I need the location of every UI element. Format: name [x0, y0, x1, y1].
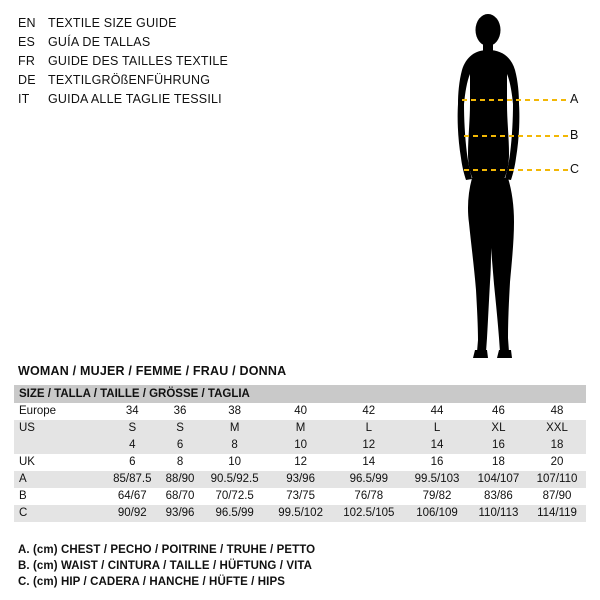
- cell: 64/67: [105, 488, 160, 505]
- cell: 99.5/103: [405, 471, 469, 488]
- cell: 38: [201, 403, 269, 420]
- cell: 10: [269, 437, 333, 454]
- cell: 73/75: [269, 488, 333, 505]
- cell: 110/113: [469, 505, 528, 522]
- cell: 102.5/105: [332, 505, 405, 522]
- cell: 104/107: [469, 471, 528, 488]
- cell: 88/90: [160, 471, 201, 488]
- cell: 90.5/92.5: [201, 471, 269, 488]
- language-row: [18, 35, 318, 54]
- language-row: [18, 16, 318, 35]
- measure-label-b: B: [570, 128, 579, 142]
- cell: 14: [405, 437, 469, 454]
- cell: 106/109: [405, 505, 469, 522]
- cell: 70/72.5: [201, 488, 269, 505]
- language-code: ES: [18, 35, 36, 49]
- language-code: IT: [18, 92, 30, 106]
- cell: 46: [469, 403, 528, 420]
- row-label: C: [14, 505, 105, 522]
- language-row: [18, 54, 318, 73]
- cell: L: [332, 420, 405, 437]
- cell: 20: [528, 454, 586, 471]
- cell: 12: [332, 437, 405, 454]
- cell: 96.5/99: [201, 505, 269, 522]
- cell: 8: [201, 437, 269, 454]
- language-title: TEXTILGRÖßENFÜHRUNG: [48, 73, 211, 87]
- language-title: GUIDE DES TAILLES TEXTILE: [48, 54, 229, 68]
- cell: L: [405, 420, 469, 437]
- cell: M: [269, 420, 333, 437]
- cell: 40: [269, 403, 333, 420]
- language-code: FR: [18, 54, 36, 68]
- table-header-row: [14, 385, 586, 403]
- size-table: [14, 385, 586, 522]
- language-title: GUIDA ALLE TAGLIE TESSILI: [48, 92, 222, 106]
- cell: 68/70: [160, 488, 201, 505]
- cell: 36: [160, 403, 201, 420]
- cell: 107/110: [528, 471, 586, 488]
- cell: 99.5/102: [269, 505, 333, 522]
- cell: M: [201, 420, 269, 437]
- legend-row-c: C. (cm) HIP / CADERA / HANCHE / HÜFTE / HIPS: [18, 576, 286, 588]
- cell: 44: [405, 403, 469, 420]
- cell: 79/82: [405, 488, 469, 505]
- cell: 85/87.5: [105, 471, 160, 488]
- row-label: Europe: [14, 403, 105, 420]
- table-row: [14, 505, 586, 522]
- legend-row-a: A. (cm) CHEST / PECHO / POITRINE / TRUHE / PETTO: [18, 544, 316, 556]
- cell: S: [105, 420, 160, 437]
- cell: 114/119: [528, 505, 586, 522]
- row-label: A: [14, 471, 105, 488]
- cell: 48: [528, 403, 586, 420]
- cell: 16: [469, 437, 528, 454]
- cell: 93/96: [269, 471, 333, 488]
- cell: 18: [469, 454, 528, 471]
- cell: 76/78: [332, 488, 405, 505]
- row-label: B: [14, 488, 105, 505]
- table-row: [14, 403, 586, 420]
- language-code: DE: [18, 73, 36, 87]
- cell: 93/96: [160, 505, 201, 522]
- cell: XXL: [528, 420, 586, 437]
- table-row: [14, 454, 586, 471]
- row-label: UK: [14, 454, 105, 471]
- size-table-wrapper: [14, 385, 586, 522]
- measure-label-a: A: [570, 92, 579, 106]
- cell: 83/86: [469, 488, 528, 505]
- cell: 16: [405, 454, 469, 471]
- language-title-list: [18, 16, 318, 111]
- cell: 6: [160, 437, 201, 454]
- cell: 10: [201, 454, 269, 471]
- cell: S: [160, 420, 201, 437]
- cell: 12: [269, 454, 333, 471]
- cell: XL: [469, 420, 528, 437]
- female-body-figure: [420, 8, 590, 368]
- cell: 96.5/99: [332, 471, 405, 488]
- row-label: US: [14, 420, 105, 437]
- legend-row-b: B. (cm) WAIST / CINTURA / TAILLE / HÜFTUNG / VITA: [18, 560, 313, 572]
- cell: 42: [332, 403, 405, 420]
- language-row: [18, 92, 318, 111]
- measurement-legend: [18, 542, 578, 590]
- cell: 34: [105, 403, 160, 420]
- row-label: [14, 437, 105, 454]
- measure-label-c: C: [570, 162, 580, 176]
- table-row: [14, 471, 586, 488]
- woman-caption: WOMAN / MUJER / FEMME / FRAU / DONNA: [18, 364, 287, 378]
- female-silhouette-icon: [420, 8, 590, 368]
- cell: 14: [332, 454, 405, 471]
- cell: 4: [105, 437, 160, 454]
- cell: 87/90: [528, 488, 586, 505]
- cell: 18: [528, 437, 586, 454]
- cell: 6: [105, 454, 160, 471]
- cell: 90/92: [105, 505, 160, 522]
- table-row: [14, 437, 586, 454]
- language-code: EN: [18, 16, 36, 30]
- language-row: [18, 73, 318, 92]
- cell: 8: [160, 454, 201, 471]
- table-row: [14, 488, 586, 505]
- language-title: GUÍA DE TALLAS: [48, 35, 151, 49]
- language-title: TEXTILE SIZE GUIDE: [48, 16, 177, 30]
- table-header-label: SIZE / TALLA / TAILLE / GRÖSSE / TAGLIA: [14, 385, 586, 403]
- table-row: [14, 420, 586, 437]
